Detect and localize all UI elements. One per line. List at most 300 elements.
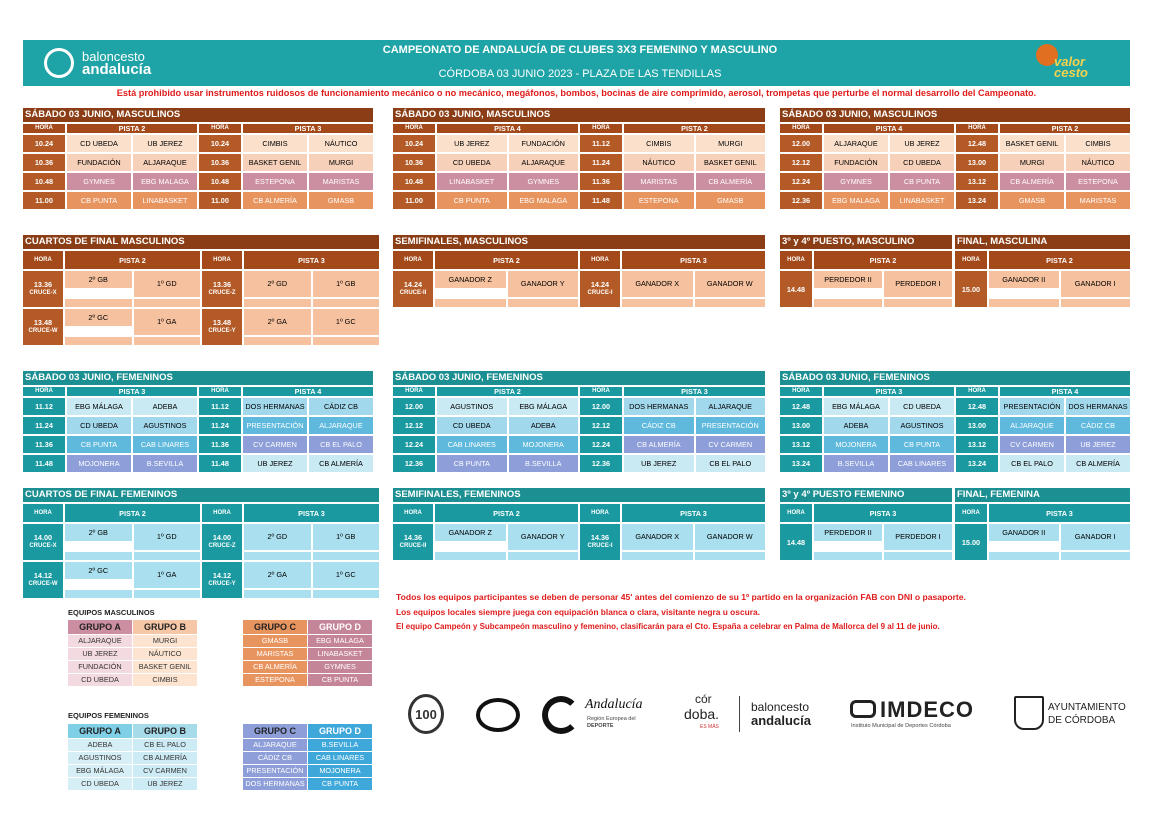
- match-time: 15.00: [955, 271, 987, 307]
- cordoba-logo-l3: ES MÁS: [700, 724, 719, 730]
- brand-line2: andalucía: [82, 61, 152, 78]
- team-name: CAB LINARES: [133, 436, 197, 453]
- empty-score-cell: [884, 552, 952, 561]
- hora-header: HORA: [780, 251, 812, 269]
- match-time: 12.24: [780, 173, 822, 190]
- court-header: PISTA 3: [989, 504, 1130, 522]
- time-value: 13.36: [212, 280, 232, 289]
- team-name: PRESENTACIÓN: [696, 417, 766, 434]
- bracket-slot: GANADOR I: [1061, 524, 1131, 550]
- empty-score-cell: [435, 552, 506, 561]
- match-time: 11.24: [23, 417, 65, 434]
- empty-score-cell: [313, 552, 380, 561]
- team-name: ESTEPONA: [243, 173, 307, 190]
- valor-cesto-text: valor cesto: [1054, 54, 1088, 80]
- court-header: PISTA 2: [624, 124, 765, 133]
- cruce-label: CRUCE-Y: [208, 328, 236, 334]
- empty-score-cell: [695, 299, 766, 308]
- group-team: ESTEPONA: [243, 674, 307, 686]
- bracket-slot: PERDEDOR I: [884, 271, 952, 297]
- match-time: 12.00: [580, 398, 622, 415]
- match-time: 13.12: [956, 436, 998, 453]
- team-name: DOS HERMANAS: [1066, 398, 1130, 415]
- court-header: PISTA 3: [244, 251, 379, 269]
- match-time: 11.00: [393, 192, 435, 209]
- team-name: CV CARMEN: [243, 436, 307, 453]
- hora-header: HORA: [23, 387, 65, 396]
- group-header: GRUPO A: [68, 620, 132, 634]
- team-name: ADEBA: [824, 417, 888, 434]
- cruce-label: CRUCE-X: [29, 290, 57, 296]
- match-time: 13.00: [956, 417, 998, 434]
- imdeco-logo: IMDECO: [880, 697, 974, 722]
- cruce-label: CRUCE-II: [399, 290, 427, 296]
- hora-header: HORA: [780, 387, 822, 396]
- team-name: CÁDIZ CB: [309, 398, 373, 415]
- fab-swirl-icon: [44, 48, 74, 78]
- group-team: AGUSTINOS: [68, 752, 132, 764]
- group-team: CAB LINARES: [308, 752, 372, 764]
- team-name: EBG MÁLAGA: [67, 398, 131, 415]
- group-team: CB ALMERÍA: [243, 661, 307, 673]
- hora-header: HORA: [580, 504, 620, 522]
- team-name: EBG MÁLAGA: [824, 398, 888, 415]
- team-name: ALJARAQUE: [824, 135, 888, 152]
- team-name: CB EL PALO: [696, 455, 766, 472]
- hora-header: HORA: [955, 251, 987, 269]
- time-value: 13.48: [33, 318, 53, 327]
- team-name: ESTEPONA: [1066, 173, 1130, 190]
- team-name: CÁDIZ CB: [624, 417, 694, 434]
- time-value: 13.36: [33, 280, 53, 289]
- time-value: 14.36: [590, 533, 610, 542]
- hora-header: HORA: [199, 387, 241, 396]
- group-team: MARISTAS: [243, 648, 307, 660]
- match-time: 13.24: [956, 455, 998, 472]
- team-name: EBG MÁLAGA: [509, 398, 579, 415]
- group-team: CV CARMEN: [133, 765, 197, 777]
- team-name: PRESENTACIÓN: [243, 417, 307, 434]
- time-value: 14.36: [403, 533, 423, 542]
- cruce-label: CRUCE-I: [587, 543, 613, 549]
- empty-score-cell: [134, 299, 201, 308]
- match-time: 12.12: [580, 417, 622, 434]
- section-title: 3º y 4º PUESTO, MASCULINO: [780, 235, 952, 249]
- match-time: 12.24: [393, 436, 435, 453]
- hora-header: HORA: [956, 387, 998, 396]
- match-time: 12.12: [780, 154, 822, 171]
- bracket-slot: GANADOR W: [695, 271, 766, 297]
- match-time: [202, 524, 242, 560]
- team-name: AGUSTINOS: [890, 417, 954, 434]
- team-name: ADEBA: [133, 398, 197, 415]
- team-name: CB ALMERÍA: [1000, 173, 1064, 190]
- match-time: 11.12: [580, 135, 622, 152]
- court-header: PISTA 3: [624, 387, 765, 396]
- empty-score-cell: [508, 552, 579, 561]
- group-team: CB EL PALO: [133, 739, 197, 751]
- cruce-label: CRUCE-W: [28, 581, 58, 587]
- group-team: LINABASKET: [308, 648, 372, 660]
- group-team: EBG MALAGA: [308, 635, 372, 647]
- group-team: GYMNES: [308, 661, 372, 673]
- time-value: 14.00: [212, 533, 232, 542]
- hora-header: HORA: [202, 504, 242, 522]
- empty-score-cell: [435, 299, 506, 308]
- section-title: SÁBADO 03 JUNIO, MASCULINOS: [23, 108, 373, 122]
- match-time: [202, 562, 242, 598]
- match-time: [202, 309, 242, 345]
- groups-f-title: EQUIPOS FEMENINOS: [68, 711, 149, 720]
- cruce-label: CRUCE-Y: [208, 581, 236, 587]
- team-name: ALJARAQUE: [696, 398, 766, 415]
- match-time: 11.36: [23, 436, 65, 453]
- groups-m-title: EQUIPOS MASCULINOS: [68, 608, 155, 617]
- team-name: ESTEPONA: [624, 192, 694, 209]
- bracket-slot: 1º GC: [313, 309, 380, 335]
- time-value: 13.48: [212, 318, 232, 327]
- group-team: CB PUNTA: [308, 674, 372, 686]
- match-time: [580, 271, 620, 307]
- page-title: CAMPEONATO DE ANDALUCÍA DE CLUBES 3X3 FEMENINO Y MASCULINO: [382, 44, 778, 56]
- bracket-slot: GANADOR Z: [435, 524, 506, 541]
- time-value: 14.24: [403, 280, 423, 289]
- cordoba-shield-icon: [1014, 696, 1044, 730]
- group-team: UB JEREZ: [133, 778, 197, 790]
- empty-score-cell: [134, 590, 201, 599]
- imdeco-caption: Instituto Municipal de Deportes Córdoba: [851, 723, 951, 729]
- team-name: B.SEVILLA: [133, 455, 197, 472]
- court-header: PISTA 2: [435, 504, 578, 522]
- team-name: CD UBEDA: [437, 417, 507, 434]
- match-time: 13.00: [780, 417, 822, 434]
- bracket-slot: 1º GD: [134, 271, 201, 297]
- section-title: FINAL, MASCULINA: [955, 235, 1130, 249]
- team-name: CD UBEDA: [437, 154, 507, 171]
- group-team: CB PUNTA: [308, 778, 372, 790]
- section-title: SÁBADO 03 JUNIO, FEMENINOS: [780, 371, 1130, 385]
- cruce-label: CRUCE-X: [29, 543, 57, 549]
- court-header: PISTA 4: [243, 387, 373, 396]
- group-team: B.SEVILLA: [308, 739, 372, 751]
- group-team: MOJONERA: [308, 765, 372, 777]
- team-name: MOJONERA: [824, 436, 888, 453]
- hora-header: HORA: [393, 124, 435, 133]
- andalucia-tagline: Región Europea del: [587, 716, 636, 722]
- match-time: 12.48: [956, 398, 998, 415]
- group-header: GRUPO B: [133, 620, 197, 634]
- time-value: 14.12: [33, 571, 53, 580]
- court-header: PISTA 4: [437, 124, 578, 133]
- ayto-l1: AYUNTAMIENTO: [1048, 702, 1126, 713]
- team-name: FUNDACIÓN: [509, 135, 579, 152]
- group-team: CÁDIZ CB: [243, 752, 307, 764]
- team-name: CB PUNTA: [67, 192, 131, 209]
- empty-score-cell: [1061, 552, 1131, 561]
- match-time: 14.48: [780, 524, 812, 560]
- team-name: GYMNES: [509, 173, 579, 190]
- empty-score-cell: [622, 552, 693, 561]
- team-name: LINABASKET: [133, 192, 197, 209]
- bracket-slot: 1º GA: [134, 309, 201, 335]
- empty-score-cell: [508, 299, 579, 308]
- team-name: CIMBIS: [1066, 135, 1130, 152]
- team-name: UB JEREZ: [243, 455, 307, 472]
- match-time: 13.12: [780, 436, 822, 453]
- team-name: NÁUTICO: [1066, 154, 1130, 171]
- group-team: CD UBEDA: [68, 778, 132, 790]
- team-name: LINABASKET: [437, 173, 507, 190]
- team-name: UB JEREZ: [890, 135, 954, 152]
- team-name: FUNDACIÓN: [824, 154, 888, 171]
- bracket-slot: 1º GB: [313, 524, 380, 550]
- team-name: CB PUNTA: [67, 436, 131, 453]
- section-title: SEMIFINALES, FEMENINOS: [393, 488, 765, 502]
- valor-cesto-logo: [1036, 44, 1106, 84]
- match-time: 11.12: [23, 398, 65, 415]
- bracket-slot: GANADOR X: [622, 271, 693, 297]
- team-name: UB JEREZ: [1066, 436, 1130, 453]
- fab-text-l1: baloncesto: [751, 700, 810, 714]
- match-time: 12.00: [393, 398, 435, 415]
- team-name: NÁUTICO: [624, 154, 694, 171]
- hora-header: HORA: [393, 251, 433, 269]
- andalucia-deporte: DEPORTE: [587, 723, 614, 729]
- group-team: PRESENTACIÓN: [243, 765, 307, 777]
- team-name: MARISTAS: [1066, 192, 1130, 209]
- bracket-slot: 1º GB: [313, 271, 380, 297]
- noise-warning: Está prohibido usar instrumentos ruidosos de funcionamiento mecánico o no mecánico, megáfonos, bombos, bocinas de aire comprimido, aerosol, trompetas que perturbe el normal desarrollo del Campeonato.: [116, 88, 1037, 98]
- court-header: PISTA 3: [622, 504, 765, 522]
- bracket-slot: 2º GA: [244, 309, 311, 335]
- match-time: 12.48: [780, 398, 822, 415]
- team-name: CB PUNTA: [890, 173, 954, 190]
- group-header: GRUPO D: [308, 724, 372, 738]
- group-team: UB JEREZ: [68, 648, 132, 660]
- page-subtitle: CÓRDOBA 03 JUNIO 2023 - PLAZA DE LAS TENDILLAS: [438, 68, 722, 80]
- group-team: CD UBEDA: [68, 674, 132, 686]
- bracket-slot: GANADOR I: [1061, 271, 1131, 297]
- court-header: PISTA 2: [1000, 124, 1130, 133]
- empty-score-cell: [65, 552, 132, 561]
- team-name: MURGI: [1000, 154, 1064, 171]
- match-time: 12.24: [580, 436, 622, 453]
- team-name: CB ALMERÍA: [1066, 455, 1130, 472]
- brand-line1: baloncesto: [82, 49, 145, 64]
- team-name: EBG MALAGA: [133, 173, 197, 190]
- match-time: 15.00: [955, 524, 987, 560]
- match-time: 11.00: [23, 192, 65, 209]
- match-time: 13.24: [780, 455, 822, 472]
- team-name: MARISTAS: [309, 173, 373, 190]
- hora-header: HORA: [199, 124, 241, 133]
- note-2: Los equipos locales siempre juega con equipación blanca o clara, visitante negra u oscura.: [396, 607, 760, 617]
- section-title: FINAL, FEMENINA: [955, 488, 1130, 502]
- hora-header: HORA: [780, 504, 812, 522]
- team-name: ALJARAQUE: [309, 417, 373, 434]
- hora-header: HORA: [780, 124, 822, 133]
- group-team: FUNDACIÓN: [68, 661, 132, 673]
- match-time: [202, 271, 242, 307]
- team-name: UB JEREZ: [437, 135, 507, 152]
- group-header: GRUPO C: [243, 724, 307, 738]
- bracket-slot: 2º GD: [244, 524, 311, 550]
- fab-swirl-logo: [476, 698, 520, 732]
- match-time: 11.36: [580, 173, 622, 190]
- bracket-slot: PERDEDOR II: [814, 524, 882, 541]
- empty-score-cell: [695, 552, 766, 561]
- hora-header: HORA: [393, 504, 433, 522]
- team-name: CB PUNTA: [437, 455, 507, 472]
- team-name: CB PUNTA: [890, 436, 954, 453]
- team-name: DOS HERMANAS: [243, 398, 307, 415]
- team-name: GMASB: [309, 192, 373, 209]
- group-team: ADEBA: [68, 739, 132, 751]
- group-team: MURGI: [133, 635, 197, 647]
- court-header: PISTA 3: [824, 387, 954, 396]
- team-name: B.SEVILLA: [509, 455, 579, 472]
- note-1: Todos los equipos participantes se deben de personar 45' antes del comienzo de su 1º partido en la organización FAB con DNI o pasaporte.: [396, 592, 966, 602]
- andalucia-wordmark: Andalucía: [585, 697, 643, 712]
- team-name: CIMBIS: [624, 135, 694, 152]
- bracket-slot: GANADOR W: [695, 524, 766, 550]
- empty-score-cell: [989, 552, 1059, 561]
- match-time: 12.12: [393, 417, 435, 434]
- section-title: CUARTOS DE FINAL FEMENINOS: [23, 488, 379, 502]
- court-header: PISTA 2: [435, 251, 578, 269]
- team-name: CV CARMEN: [696, 436, 766, 453]
- team-name: AGUSTINOS: [437, 398, 507, 415]
- court-header: PISTA 3: [67, 387, 197, 396]
- team-name: MOJONERA: [67, 455, 131, 472]
- team-name: ADEBA: [509, 417, 579, 434]
- bracket-slot: 2º GA: [244, 562, 311, 588]
- empty-score-cell: [65, 337, 132, 346]
- empty-score-cell: [244, 299, 311, 308]
- junta-andalucia-icon: [542, 696, 580, 734]
- court-header: PISTA 4: [824, 124, 954, 133]
- cruce-label: CRUCE-W: [28, 328, 58, 334]
- court-header: PISTA 2: [989, 251, 1130, 269]
- court-header: PISTA 2: [65, 504, 200, 522]
- team-name: EBG MALAGA: [509, 192, 579, 209]
- section-title: SÁBADO 03 JUNIO, FEMENINOS: [393, 371, 765, 385]
- team-name: GYMNES: [824, 173, 888, 190]
- match-time: [23, 562, 63, 598]
- section-title: SÁBADO 03 JUNIO, MASCULINOS: [393, 108, 765, 122]
- empty-score-cell: [244, 552, 311, 561]
- feb-100-logo: 100: [408, 694, 444, 734]
- hora-header: HORA: [580, 387, 622, 396]
- bracket-slot: 1º GA: [134, 562, 201, 588]
- fab-text-l2: andalucía: [751, 713, 811, 728]
- match-time: 13.00: [956, 154, 998, 171]
- match-time: 10.24: [23, 135, 65, 152]
- imdeco-icon: [850, 700, 876, 718]
- team-name: UB JEREZ: [133, 135, 197, 152]
- match-time: 12.36: [580, 455, 622, 472]
- group-team: GMASB: [243, 635, 307, 647]
- match-time: 11.12: [199, 398, 241, 415]
- empty-score-cell: [313, 337, 380, 346]
- match-time: 12.48: [956, 135, 998, 152]
- group-header: GRUPO B: [133, 724, 197, 738]
- team-name: CB ALMERÍA: [243, 192, 307, 209]
- hora-header: HORA: [580, 124, 622, 133]
- bracket-slot: PERDEDOR I: [884, 524, 952, 550]
- team-name: CV CARMEN: [1000, 436, 1064, 453]
- group-team: DOS HERMANAS: [243, 778, 307, 790]
- cruce-label: CRUCE-II: [399, 543, 427, 549]
- match-time: 10.24: [199, 135, 241, 152]
- team-name: GYMNES: [67, 173, 131, 190]
- match-time: 14.48: [780, 271, 812, 307]
- match-time: 11.48: [199, 455, 241, 472]
- team-name: CB PUNTA: [437, 192, 507, 209]
- empty-score-cell: [244, 590, 311, 599]
- ayto-l2: DE CÓRDOBA: [1048, 715, 1116, 726]
- match-time: 11.36: [199, 436, 241, 453]
- match-time: [580, 524, 620, 560]
- team-name: ALJARAQUE: [509, 154, 579, 171]
- empty-score-cell: [65, 590, 132, 599]
- note-3: El equipo Campeón y Subcampeón masculino y femenino, clasificarán para el Cto. España a celebrar en Palma de Mallorca del 9 al 11 de junio.: [396, 622, 940, 631]
- team-name: ALJARAQUE: [1000, 417, 1064, 434]
- match-time: 12.00: [780, 135, 822, 152]
- empty-score-cell: [134, 337, 201, 346]
- empty-score-cell: [884, 299, 952, 308]
- group-header: GRUPO D: [308, 620, 372, 634]
- court-header: PISTA 3: [622, 251, 765, 269]
- bracket-slot: 2º GB: [65, 524, 132, 541]
- team-name: CB EL PALO: [1000, 455, 1064, 472]
- court-header: PISTA 3: [244, 504, 379, 522]
- empty-score-cell: [814, 552, 882, 561]
- time-value: 14.00: [33, 533, 53, 542]
- team-name: MOJONERA: [509, 436, 579, 453]
- team-name: ALJARAQUE: [133, 154, 197, 171]
- bracket-slot: GANADOR X: [622, 524, 693, 550]
- empty-score-cell: [989, 299, 1059, 308]
- court-header: PISTA 2: [65, 251, 200, 269]
- match-time: [23, 271, 63, 307]
- bracket-slot: 2º GB: [65, 271, 132, 288]
- cruce-label: CRUCE-Z: [208, 290, 236, 296]
- match-time: 10.48: [393, 173, 435, 190]
- court-header: PISTA 2: [67, 124, 197, 133]
- bracket-slot: GANADOR Y: [508, 524, 579, 550]
- match-time: 13.12: [956, 173, 998, 190]
- court-header: PISTA 2: [814, 251, 952, 269]
- cruce-label: CRUCE-Z: [208, 543, 236, 549]
- match-time: 10.36: [199, 154, 241, 171]
- court-header: PISTA 4: [1000, 387, 1130, 396]
- empty-score-cell: [134, 552, 201, 561]
- match-time: 10.24: [393, 135, 435, 152]
- fab-logo: [44, 44, 164, 82]
- team-name: CIMBIS: [243, 135, 307, 152]
- cordoba-logo-l2: doba.: [684, 706, 720, 722]
- team-name: CAB LINARES: [437, 436, 507, 453]
- time-value: 14.24: [590, 280, 610, 289]
- group-header: GRUPO C: [243, 620, 307, 634]
- bracket-slot: GANADOR II: [989, 271, 1059, 288]
- match-time: 10.48: [23, 173, 65, 190]
- group-team: CB ALMERÍA: [133, 752, 197, 764]
- team-name: BASKET GENIL: [1000, 135, 1064, 152]
- hora-header: HORA: [580, 251, 620, 269]
- court-header: PISTA 2: [437, 387, 578, 396]
